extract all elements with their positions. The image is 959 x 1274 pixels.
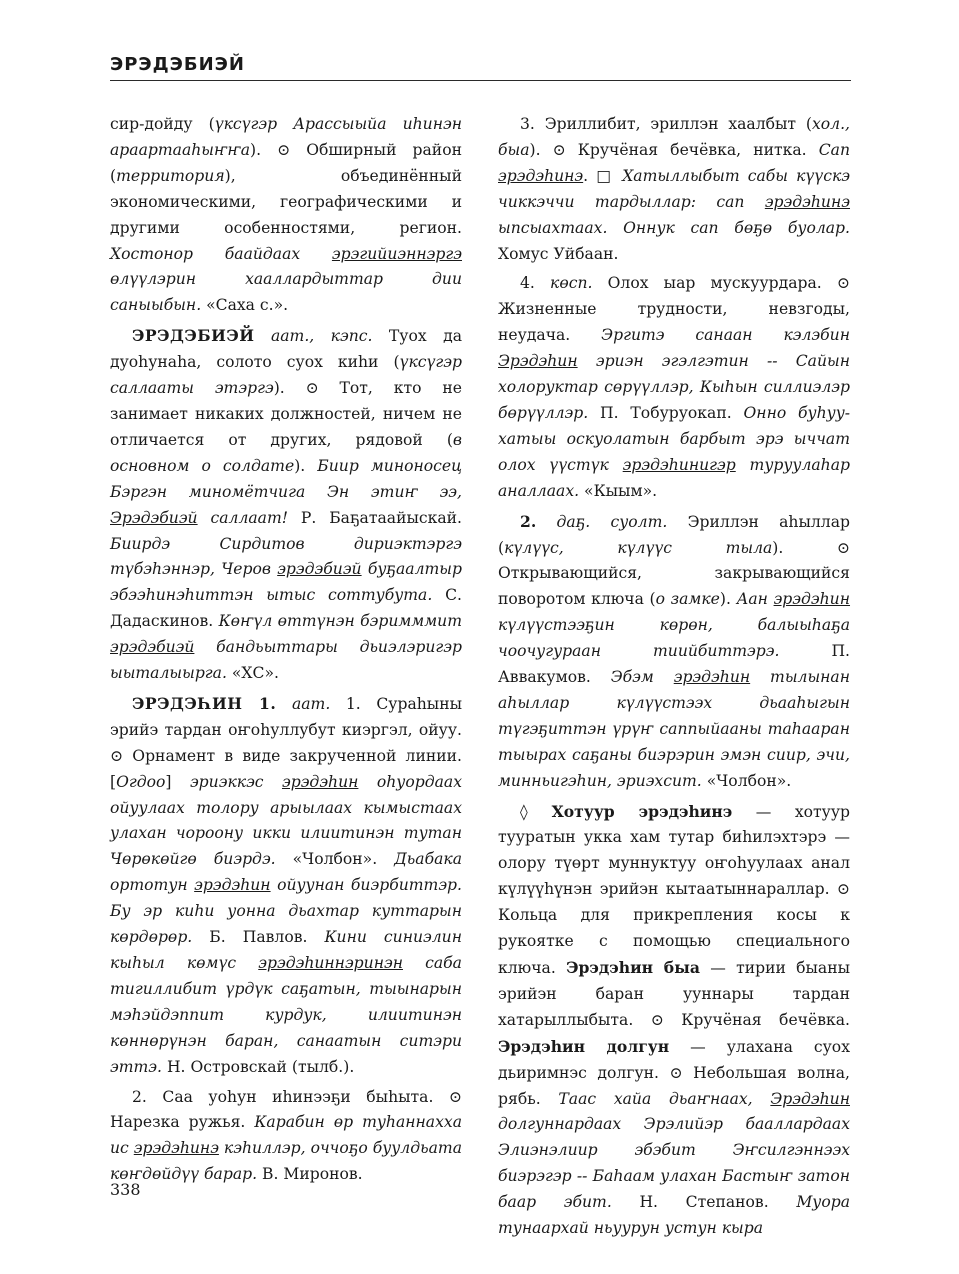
left-column <box>110 112 462 1192</box>
running-title: ЭРЭДЭБИЭЙ <box>110 54 245 75</box>
headword: ЭРЭДЭБИЭЙ <box>132 326 255 346</box>
headword: ЭРЭДЭҺИН 1. <box>132 693 277 713</box>
phrase-headword: ◊ Хотуур эрэдэһинэ <box>520 801 733 821</box>
sense-2: 2. Саа уоһун иһинээҕи быһыта. ⊙ Нарезка ружья. Карабин өр туһаннахха ис эрэдэһинэ кэһиллэр, оччоҕо буулдьата көҥдөйдүү барар. В. Миронов. <box>110 1087 462 1184</box>
page-header <box>110 50 851 81</box>
entry-continuation: сир-дойду (үксүгэр Арассыыйа иһинэн араартааһыҥҥа). ⊙ Обширный район (территория), объединённый экономическими, географическими и другими особенностями, регион. Хостонор баайдаах эрэгийиэннэргэ өлүүлэрин хааллардыттар дии саныыбын. «Саха с.». <box>110 115 463 315</box>
entry-eredehin: ЭРЭДЭҺИН 1. аат. 1. Сураһыны эрийэ тардан оҥоһуллубут киэргэл, ойуу. ⊙ Орнамент в виде закрученной линии. [Огдоо] эриэккэс эрэдэһин оһуордаах ойуулаах толору арыылаах кымыстаах улахан чороону икки илиитинэн тутан Чөрөкөйгө биэрдэ. «Чолбон». Дьабака ортотун эрэдэһин ойуунан биэрбиттэр. Бу эр киһи уонна дьахтар куттарын көрдөрөр. Б. Павлов. Кини синиэлин кыһыл көмүс эрэдэһиннэринэн саба тигиллибит үрдүк саҕатын, тыынарын мэһэйдэппит курдук, илиитинэн көннөрүнэн баран, санаатын ситэри эттэ. Н. Островскай (тылб.). <box>110 693 463 1076</box>
phrases-block: ◊ Хотуур эрэдэһинэ — хотуур тууратын укка хам тутар биһилэхтэрэ — олору түөрт муннуктуу оҥоһуулаах анал күлүүһүнэн эрийэн кытаатыннараллар. ⊙ Кольца для прикрепления косы к рукоятке с помощью специального ключа. Эрэдэһин быа — тирии быаны эрийэн баран ууннары тардан хатарыллыбыта. ⊙ Кручёная бечёвка. Эрэдэһин долгун — улахана суох дьиримнэс долгун. ⊙ Небольшая волна, рябь. Таас хайа дьаҥнаах, Эрэдэһин долгуннардаах Эрэлийэр бааллардаах Элиэнэлиир эбэбит Эҥсилгэннээх биэрэгэр -- Баһаам улахан Бастыҥ затон баар эбит. Н. Степанов. Муора тунаархай ньуурун устун кыра <box>498 801 851 1238</box>
phrase-headword: Эрэдэһин долгун <box>498 1036 670 1056</box>
entry-eredehin-2: 2. даҕ. суолт. Эриллэн аһыллар (күлүүс, күлүүс тыла). ⊙ Открывающийся, закрывающийся поворотом ключа (о замке). Аан эрэдэһин күлүүстээҕин көрөн, балыыһаҕа чоочугураан тиийбиттэрэ. П. Аввакумов. Эбэм эрэдэһин тылынан аһыллар күлүүстээх дьааһыгын түгэҕиттэн үрүҥ саппыйааны таһааран тыырах саҕаны биэрэрин эмэн сиир, эчи, минньигэһин, эриэхсит. «Чолбон». <box>498 511 851 790</box>
sense-4: 4. көсп. Олох ыар мускуурдара. ⊙ Жизненные трудности, невзгоды, неудача. Эргитэ санаан кэлэбин Эрэдэһин эриэн эгэлгэтин -- Сайын холоруктар сөрүүллэр, Кыһын силлиэлэр бөрүүллэр. П. Тобуруокап. Онно буһуу-хатыы оскуолатын барбыт эрэ ыччат олох үүстүк эрэдэһинигэр туруулаһар аналлаах. «Кыым». <box>498 274 851 500</box>
right-column <box>498 112 850 1246</box>
entry-eredebiei: ЭРЭДЭБИЭЙ аат., кэпс. Туох да дуоһунаһа, солото суох киһи (үксүгэр саллааты этэргэ). ⊙ Тот, кто не занимает никаких должностей, ничем не отличается от других, рядовой (в основном о солдате). Биир миноносец Бэргэн миномётчига Эн этиҥ ээ, Эрэдэбиэй саллаат! Р. Баҕатаайыскай. Биирдэ Сирдитов дириэктэргэ түбэһэннэр, Черов эрэдэбиэй буҕаалтыр эбээһинэһиттэн ытыс соттубута. С. Дадаскинов. Көҥүл өттүнэн бэримммит эрэдэбиэй бандьыттары дьиэлэригэр ыыталыырга. «ХС». <box>110 326 463 683</box>
page-number: 338 <box>110 1180 141 1199</box>
phrase-headword: Эрэдэһин быа <box>566 958 700 977</box>
sense-number: 2. <box>520 511 537 531</box>
sense-3: 3. Эриллибит, эриллэн хаалбыт (хол., быа). ⊙ Кручёная бечёвка, нитка. Сап эрэдэһинэ. □ Хатыллыбыт сабы күүскэ чиккэччи тардыллар: сап эрэдэһинэ ыпсыахтаах. Оннук сап бөҕө буолар. Хомус Уйбаан. <box>498 115 850 263</box>
